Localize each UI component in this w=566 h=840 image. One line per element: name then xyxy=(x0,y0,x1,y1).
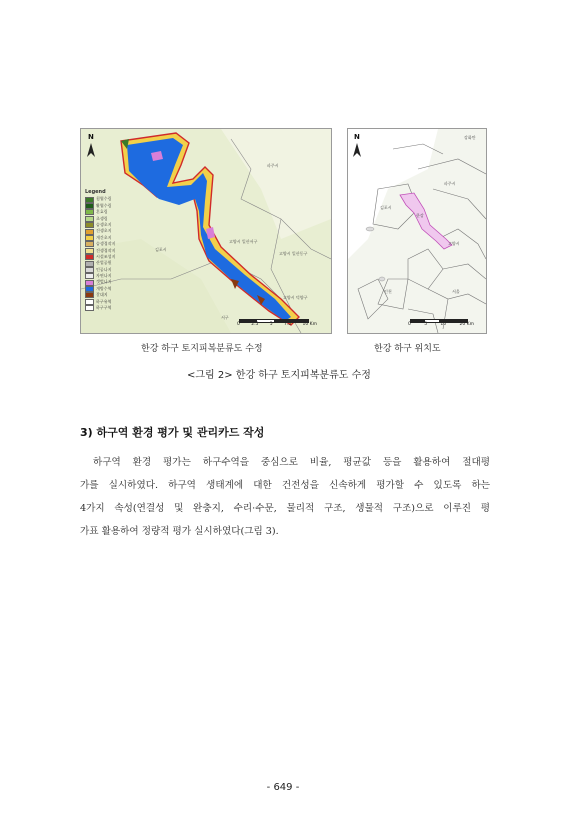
place-label: 파주시 xyxy=(267,163,279,168)
legend-label: 건생초지 xyxy=(96,228,112,234)
north-arrow-label: N xyxy=(354,133,360,141)
legend-label: 갯벌나지 xyxy=(96,279,112,285)
scale-tick: 7.5 xyxy=(283,322,292,327)
body-text-line: 가를 실시하였다. 하구역 생태계에 대한 건전성을 신속하게 평가할 수 있도록 하는 xyxy=(80,480,490,491)
legend-label: 습생경작지 xyxy=(96,241,116,247)
place-label: 고양시 xyxy=(448,241,460,246)
legend-swatch xyxy=(85,286,94,292)
legend-label: 건생경작지 xyxy=(96,247,116,253)
scale-tick: 20 Km xyxy=(459,322,474,327)
north-arrow-label: N xyxy=(88,133,94,141)
scale-tick: 10 Km xyxy=(302,322,317,327)
legend-swatch xyxy=(85,261,94,267)
legend-swatch xyxy=(85,273,94,279)
legend-label: 인공나지 xyxy=(96,266,112,272)
legend-label: 침엽수림 xyxy=(96,196,112,202)
legend-label: 하구구역 xyxy=(96,305,112,311)
map-legend xyxy=(85,189,129,311)
place-label: 김포시 xyxy=(380,205,392,210)
body-text-line: 가표 활용하여 정량적 평가 실시하였다(그림 3). xyxy=(80,526,279,537)
legend-swatch xyxy=(85,229,94,235)
figure-caption: <그림 2> 한강 하구 토지피복분류도 수정 xyxy=(187,370,371,381)
legend-label: 개방수역 xyxy=(96,285,112,291)
scale-bar xyxy=(408,319,474,329)
place-label: 고양시 일산동구 xyxy=(279,251,308,256)
scale-bar xyxy=(237,319,317,329)
scale-tick: 0 xyxy=(408,322,411,327)
legend-swatch xyxy=(85,209,94,215)
legend-swatch xyxy=(85,299,94,305)
page-number: - 649 - xyxy=(266,782,300,793)
legend-swatch xyxy=(85,292,94,298)
north-arrow-icon xyxy=(353,143,361,157)
place-label: 서구 xyxy=(221,315,229,320)
place-label: 고양시 덕양구 xyxy=(283,295,308,300)
legend-label: 개간초지 xyxy=(96,234,112,240)
legend-label: 자연나지 xyxy=(96,273,112,279)
place-label: 김포시 xyxy=(155,247,167,252)
legend-swatch xyxy=(85,305,94,311)
legend-label: 혼효림 xyxy=(96,209,108,215)
legend-label: 하구유역 xyxy=(96,298,112,304)
legend-swatch xyxy=(85,241,94,247)
land-cover-map xyxy=(80,128,332,334)
location-map-drawing xyxy=(348,129,486,333)
legend-item xyxy=(85,305,129,311)
body-text-line: 하구역 환경 평가는 하구수역을 중심으로 비율, 평균값 등을 활용하여 절대평 xyxy=(93,457,490,468)
legend-items xyxy=(85,196,129,311)
legend-swatch xyxy=(85,222,94,228)
place-label: 인천 xyxy=(384,289,392,294)
legend-label: 습생초지 xyxy=(96,221,112,227)
legend-label: 산업공원 xyxy=(96,260,112,266)
legend-label: 갈대지 xyxy=(96,292,108,298)
legend-swatch xyxy=(85,254,94,260)
place-label: 한강 xyxy=(416,213,424,218)
legend-label: 시설조성지 xyxy=(96,253,116,259)
legend-swatch xyxy=(85,248,94,254)
legend-title: Legend xyxy=(85,189,106,195)
scale-tick: 0 xyxy=(237,322,240,327)
figure-subcaption-left: 한강 하구 토지피복분류도 수정 xyxy=(141,344,263,354)
figure-subcaption-right: 한강 하구 위치도 xyxy=(374,344,441,354)
place-label: 서울 xyxy=(452,289,460,294)
legend-swatch xyxy=(85,280,94,286)
legend-label: 초생림 xyxy=(96,215,108,221)
legend-swatch xyxy=(85,267,94,273)
legend-swatch xyxy=(85,203,94,209)
legend-swatch xyxy=(85,235,94,241)
scale-tick: 5 xyxy=(269,322,273,327)
location-map xyxy=(347,128,487,334)
scale-tick: 5 xyxy=(424,322,428,327)
legend-label: 활엽수림 xyxy=(96,202,112,208)
scale-tick: 2.5 xyxy=(251,322,259,327)
place-label: 파주시 xyxy=(444,181,456,186)
north-arrow-icon xyxy=(87,143,95,157)
scale-tick: 10 xyxy=(440,322,447,327)
place-label: 고양시 일산서구 xyxy=(229,239,258,244)
legend-swatch xyxy=(85,197,94,203)
place-label: 강화만 xyxy=(464,135,476,140)
section-heading: 3) 하구역 환경 평가 및 관리카드 작성 xyxy=(80,426,265,439)
legend-swatch xyxy=(85,216,94,222)
body-text-line: 4가지 속성(연결성 및 완충지, 수리·수문, 물리적 구조, 생물적 구조)으로 이루진 평 xyxy=(80,503,490,514)
